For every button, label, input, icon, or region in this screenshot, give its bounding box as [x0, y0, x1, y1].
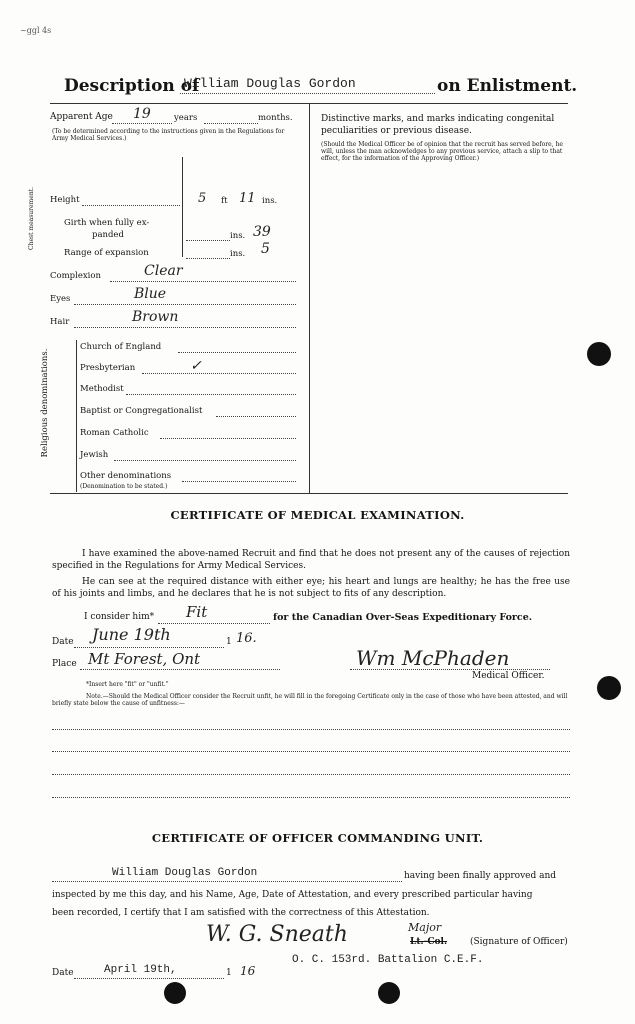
age-note: (To be determined according to the instructions given in the Regulations for Army Medical Services.)	[52, 128, 285, 142]
complexion-value: Clear	[144, 263, 183, 279]
religion-roman-catholic: Roman Catholic	[80, 428, 149, 438]
corner-mark: ~ggl 4s	[20, 26, 52, 35]
religion-rule	[126, 394, 296, 395]
religion-baptist: Baptist or Congregationalist	[80, 406, 203, 416]
commanding-officer-signature: W. G. Sneath	[206, 922, 348, 947]
unfit-cause-line	[52, 797, 570, 798]
form-title-suffix: on Enlistment.	[437, 76, 578, 96]
medical-date-year-prefix: 1	[226, 637, 232, 647]
months-rule	[204, 123, 258, 124]
eyes-rule	[74, 304, 296, 305]
medical-place-label: Place	[52, 659, 77, 669]
religion-rule	[182, 481, 296, 482]
unfit-cause-line	[52, 729, 570, 730]
height-bracket	[182, 157, 183, 257]
range-label: Range of expansion	[64, 248, 149, 258]
unfit-cause-line	[52, 751, 570, 752]
signature-of-officer-label: (Signature of Officer)	[470, 937, 568, 947]
years-label: years	[174, 113, 198, 123]
hair-rule	[74, 327, 296, 328]
commanding-name: William Douglas Gordon	[112, 867, 258, 879]
height-rule	[82, 205, 180, 206]
commanding-date-value: April 19th,	[104, 964, 177, 976]
range-rule	[186, 258, 230, 259]
name-rule	[180, 93, 435, 94]
other-denomination-note: (Denomination to be stated.)	[80, 483, 168, 490]
height-ft-value: 5	[198, 191, 207, 206]
religion-rule	[114, 460, 296, 461]
commanding-rank-handwritten: Major	[408, 921, 442, 934]
religion-bracket	[76, 340, 77, 492]
consider-prefix: I consider him*	[84, 612, 155, 622]
religion-rule	[178, 352, 296, 353]
religion-rule	[216, 416, 296, 417]
religion-jewish: Jewish	[80, 450, 109, 460]
punch-hole	[378, 982, 400, 1004]
commanding-date-label: Date	[52, 968, 74, 978]
punch-hole	[164, 982, 186, 1004]
age-value: 19	[133, 106, 151, 122]
recruit-name: William Douglas Gordon	[184, 76, 356, 91]
religion-checkmark: ✓	[190, 358, 202, 374]
hair-label: Hair	[50, 317, 70, 327]
unfit-note: Note.—Should the Medical Officer consider the Recruit unfit, he will fill in the foregoing Certificate only in the case of those who have been attested, and will briefly state below the cause of unfitness:—	[52, 693, 568, 707]
consider-suffix: for the Canadian Over-Seas Expeditionary Force.	[273, 612, 533, 623]
range-value: 5	[261, 241, 270, 257]
commanding-heading: CERTIFICATE OF OFFICER COMMANDING UNIT.	[151, 831, 484, 845]
religion-presbyterian: Presbyterian	[80, 363, 136, 373]
commanding-line-1: having been finally approved and	[404, 871, 557, 881]
medical-date-value: June 19th	[92, 625, 171, 644]
medical-place-rule	[80, 669, 280, 670]
girth-unit: ins.	[230, 231, 246, 241]
bottom-rule	[50, 493, 568, 494]
commanding-date-year-suffix: 16	[240, 964, 256, 978]
hair-value: Brown	[132, 309, 179, 325]
height-in-value: 11	[239, 191, 256, 206]
complexion-rule	[110, 281, 296, 282]
medical-officer-label: Medical Officer.	[472, 671, 545, 681]
consider-value: Fit	[186, 603, 208, 621]
insert-note: *Insert here "fit" or "unfit."	[86, 681, 169, 688]
religion-church-of-england: Church of England	[80, 342, 162, 352]
column-divider	[309, 103, 310, 493]
commanding-date-rule	[74, 978, 224, 979]
punch-hole	[597, 676, 621, 700]
complexion-label: Complexion	[50, 271, 101, 281]
chest-label: Chest measurement.	[28, 186, 35, 250]
religion-label: Religious denominations.	[40, 348, 50, 458]
medical-heading: CERTIFICATE OF MEDICAL EXAMINATION.	[170, 508, 465, 522]
eyes-value: Blue	[134, 286, 167, 302]
commanding-line-3: been recorded, I certify that I am satisfied with the correctness of this Attestation.	[52, 908, 430, 918]
distinctive-marks-heading: Distinctive marks, and marks indicating congenital peculiarities or previous disease.	[321, 114, 555, 136]
religion-rule	[142, 373, 296, 374]
commanding-name-rule	[52, 881, 402, 882]
age-label: Apparent Age	[50, 112, 113, 122]
ins-label: ins.	[262, 196, 278, 206]
distinctive-marks-note: (Should the Medical Officer be of opinion that the recruit has served before, he will, unless the man acknowledges to any previous service, attach a slip to that effect, for the information of the Approving Officer.)	[321, 141, 563, 162]
medical-place-value: Mt Forest, Ont	[88, 650, 201, 668]
girth-value: 39	[253, 224, 271, 240]
medical-date-label: Date	[52, 637, 74, 647]
medical-para-2: He can see at the required distance with either eye; his heart and lungs are healthy; he has the free use of his joints and limbs, and he declares that he is not subject to fits of any description.	[52, 577, 570, 599]
ft-label: ft	[221, 196, 228, 206]
religion-methodist: Methodist	[80, 384, 124, 394]
commanding-line-2: inspected by me this day, and his Name, Age, Date of Attestation, and every prescribed particular having	[52, 890, 533, 900]
religion-rule	[160, 438, 296, 439]
unfit-cause-line	[52, 774, 570, 775]
medical-date-rule	[74, 647, 224, 648]
range-unit: ins.	[230, 249, 246, 259]
months-label: months.	[258, 113, 293, 123]
girth-rule	[186, 240, 230, 241]
form-title-prefix: Description of	[64, 76, 200, 96]
commanding-date-year-prefix: 1	[226, 968, 232, 978]
consider-rule	[158, 623, 270, 624]
eyes-label: Eyes	[50, 294, 71, 304]
age-rule	[112, 123, 172, 124]
girth-label-1: Girth when fully ex-	[64, 218, 150, 228]
height-label: Height	[50, 195, 80, 205]
commanding-rank-struck: Lt.-Col.	[410, 937, 448, 947]
medical-date-year-suffix: 16.	[236, 631, 257, 646]
medical-officer-signature: Wm McPhaden	[356, 646, 510, 670]
medical-para-1: I have examined the above-named Recruit and find that he does not present any of the causes of rejection specified in the Regulations for Army Medical Services.	[52, 549, 570, 571]
religion-other: Other denominations	[80, 471, 172, 481]
girth-label-2: panded	[92, 230, 124, 240]
commanding-unit: O. C. 153rd. Battalion C.E.F.	[292, 954, 484, 966]
punch-hole	[587, 342, 611, 366]
